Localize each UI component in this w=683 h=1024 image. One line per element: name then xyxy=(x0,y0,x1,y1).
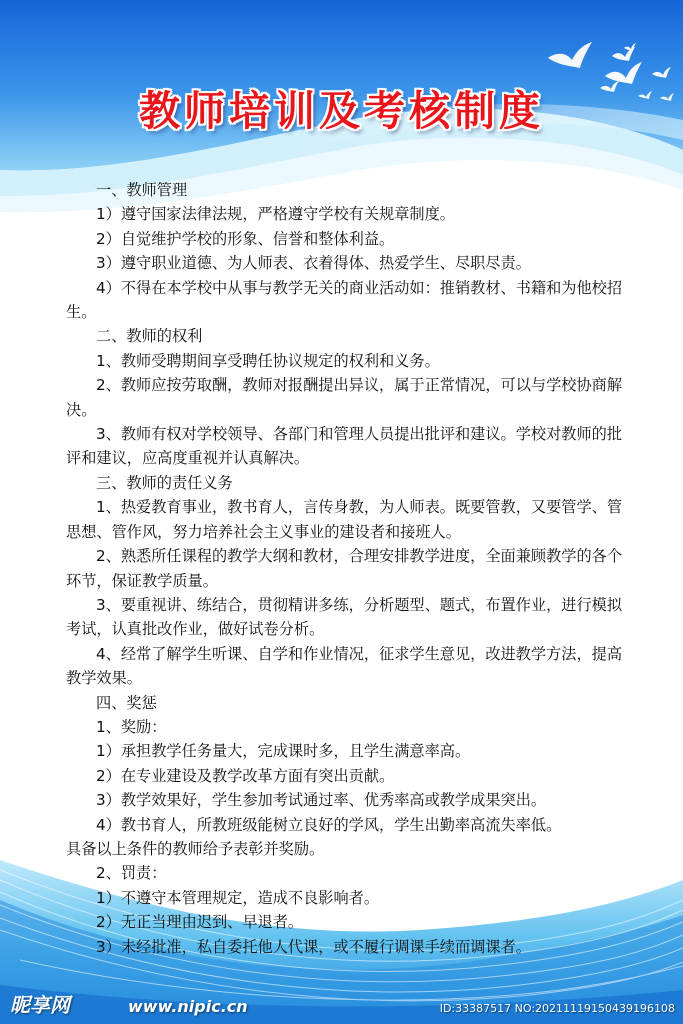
list-item: 2、教师应按劳取酬，教师对报酬提出异议，属于正常情况，可以与学校协商解决。 xyxy=(66,376,623,419)
list-item: 2）无正当理由迟到、早退者。 xyxy=(96,913,304,932)
list-item: 1、教师受聘期间享受聘任协议规定的权利和义务。 xyxy=(96,351,440,370)
list-item: 3）未经批准，私自委托他人代课，或不履行调课手续而调课者。 xyxy=(96,937,531,956)
list-item: 2）在专业建设及教学改革方面有突出贡献。 xyxy=(96,766,395,785)
list-item: 1）遵守国家法律法规，严格遵守学校有关规章制度。 xyxy=(96,205,455,224)
subsection-heading: 2、罚责： xyxy=(96,864,167,883)
list-item: 2、熟悉所任课程的教学大纲和教材，合理安排教学进度，全面兼顾教学的各个环节，保证教学质量。 xyxy=(66,547,623,590)
list-item: 1）承担教学任务量大，完成课时多，且学生满意率高。 xyxy=(96,742,471,761)
list-item: 4、经常了解学生听课、自学和作业情况，征求学生意见，改进教学方法，提高教学效果。 xyxy=(66,644,623,688)
list-item: 3、教师有权对学校领导、各部门和管理人员提出批评和建议。学校对教师的批评和建议，应高度重视并认真解决。 xyxy=(66,425,623,468)
list-item: 1、热爱教育事业，教书育人，言传身教，为人师表。既要管教，又要管学、管思想、管作风，努力培养社会主义事业的建设者和接班人。 xyxy=(66,498,623,541)
watermark-url: www.nipic.cn xyxy=(128,997,248,1016)
list-item: 3、要重视讲、练结合，贯彻精讲多练，分析题型、题式，布置作业，进行模拟考试，认真批改作业，做好试卷分析。 xyxy=(66,595,623,639)
watermark-bar xyxy=(0,986,683,1024)
section-heading: 三、教师的责任义务 xyxy=(96,473,233,492)
section-heading: 二、教师的权利 xyxy=(96,327,203,346)
section-heading: 四、奖惩 xyxy=(96,693,157,712)
paragraph-note: 具备以上条件的教师给予表彰并奖励。 xyxy=(66,839,325,858)
poster-title: 教师培训及考核制度 xyxy=(139,87,544,135)
subsection-heading: 1、奖励： xyxy=(96,717,167,736)
section-heading: 一、教师管理 xyxy=(96,181,188,199)
watermark-brand: 昵享网 xyxy=(10,993,70,1017)
list-item: 1）不遵守本管理规定，造成不良影响者。 xyxy=(96,888,380,907)
list-item: 4）教书育人，所教班级能树立良好的学风，学生出勤率高流失率低。 xyxy=(96,815,562,834)
list-item: 3）教学效果好，学生参加考试通过率、优秀率高或教学成果突出。 xyxy=(96,791,547,810)
watermark-image-id: ID:33387517 NO:20211119150439196108 xyxy=(439,1002,675,1015)
regulation-body xyxy=(66,178,626,959)
list-item: 4）不得在本学校中从事与教学无关的商业活动如：推销教材、书籍和为他校招生。 xyxy=(66,278,623,322)
list-item: 2）自觉维护学校的形象、信誉和整体利益。 xyxy=(96,229,395,248)
list-item: 3）遵守职业道德、为人师表、衣着得体、热爱学生、尽职尽责。 xyxy=(96,254,531,273)
